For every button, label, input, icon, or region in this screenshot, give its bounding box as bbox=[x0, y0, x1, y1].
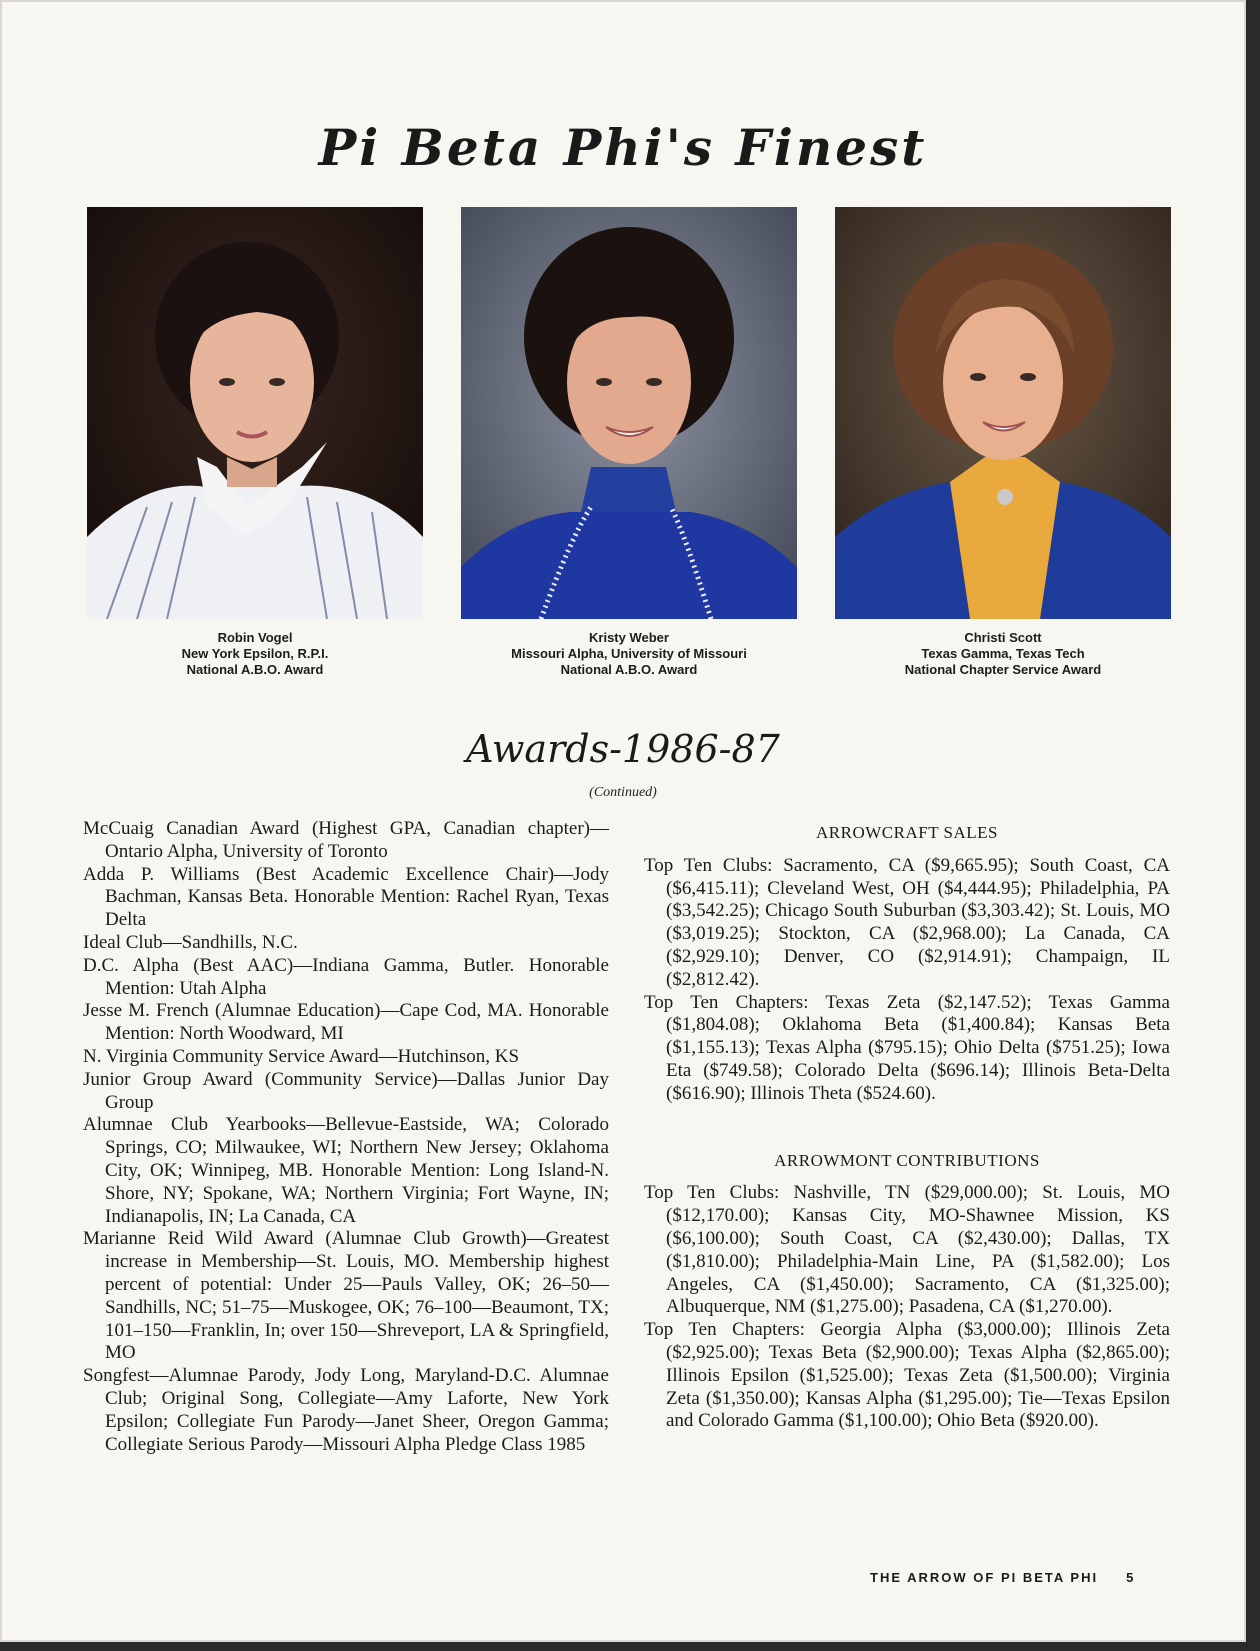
award-entry: Junior Group Award (Community Service)—Dallas Junior Day Group bbox=[83, 1068, 609, 1113]
arrowcraft-heading: ARROWCRAFT SALES bbox=[816, 823, 998, 842]
honoree-chapter: Texas Gamma, Texas Tech bbox=[921, 646, 1085, 661]
honoree-award: National Chapter Service Award bbox=[904, 662, 1102, 677]
awards-heading: Awards-1986-87 bbox=[466, 727, 780, 771]
honoree-caption-kristy-weber bbox=[461, 630, 797, 678]
left-column-awards bbox=[83, 818, 609, 1456]
honoree-photo-robin-vogel bbox=[87, 207, 423, 619]
page-number: 5 bbox=[1126, 1570, 1136, 1585]
honoree-award: National A.B.O. Award bbox=[186, 662, 324, 677]
award-entry: N. Virginia Community Service Award—Hutchinson, KS bbox=[83, 1045, 520, 1067]
award-entry: Jesse M. French (Alumnae Education)—Cape Cod, MA. Honorable Mention: North Woodward, MI bbox=[83, 1000, 609, 1045]
arrowcraft-clubs: Top Ten Clubs: Sacramento, CA ($9,665.95); South Coast, CA ($6,415.11); Cleveland West, OH ($4,444.95); Philadelphia, PA ($3,542.25); Chicago South Suburban ($3,303.42); St. Louis, MO ($3,019.25); Stockton, CA ($2,968.00); La Canada, CA ($2,929.10); Denver, CO ($2,914.91); Champaign, IL ($2,812.42). bbox=[644, 854, 1170, 990]
award-entry: Ideal Club—Sandhills, N.C. bbox=[83, 931, 298, 953]
honoree-award: National A.B.O. Award bbox=[560, 662, 698, 677]
arrowmont-chapters: Top Ten Chapters: Georgia Alpha ($3,000.00); Illinois Zeta ($2,925.00); Texas Beta ($2,900.00); Texas Alpha ($2,865.00); Illinois Epsilon ($1,525.00); Texas Zeta ($1,500.00); Virginia Zeta ($1,350.00); Kansas Alpha ($1,295.00); Tie—Texas Epsilon and Colorado Gamma ($1,100.00); Ohio Beta ($920.00). bbox=[644, 1319, 1170, 1432]
honoree-name: Robin Vogel bbox=[217, 630, 293, 645]
honoree-chapter: New York Epsilon, R.P.I. bbox=[181, 646, 329, 661]
award-entry: McCuaig Canadian Award (Highest GPA, Canadian chapter)—Ontario Alpha, University of Toronto bbox=[83, 818, 609, 862]
honoree-caption-christi-scott bbox=[835, 630, 1171, 678]
arrowmont-heading: ARROWMONT CONTRIBUTIONS bbox=[774, 1150, 1040, 1170]
honoree-name: Christi Scott bbox=[964, 630, 1042, 645]
honoree-name: Kristy Weber bbox=[589, 630, 669, 645]
arrowmont-clubs: Top Ten Clubs: Nashville, TN ($29,000.00); St. Louis, MO ($12,170.00); Kansas City, MO-Shawnee Mission, KS ($6,100.00); South Coast, CA ($2,430.00); Dallas, TX ($1,810.00); Philadelphia-Main Line, PA ($1,582.00); Los Angeles, CA ($1,450.00); Sacramento, CA ($1,325.00); Albuquerque, NM ($1,275.00); Pasadena, CA ($1,270.00). bbox=[644, 1182, 1170, 1318]
award-entry: Adda P. Williams (Best Academic Excellence Chair)—Jody Bachman, Kansas Beta. Honorable Mention: Rachel Ryan, Texas Delta bbox=[83, 863, 609, 931]
award-entry: Marianne Reid Wild Award (Alumnae Club Growth)—Greatest increase in Membership—St. Louis, MO. Membership highest percent of potential: Under 25—Pauls Valley, OK; 26–50—Sandhills, NC; 51–75—Muskogee, OK; 76–100—Beaumont, TX; 101–150—Franklin, In; over 150—Shreveport, LA & Springfield, MO bbox=[83, 1228, 609, 1364]
arrowcraft-chapters: Top Ten Chapters: Texas Zeta ($2,147.52); Texas Gamma ($1,804.08); Oklahoma Beta ($1,400.84); Kansas Beta ($1,155.13); Texas Alpha ($795.15); Ohio Delta ($751.25); Iowa Eta ($749.58); Colorado Delta ($696.14); Illinois Beta-Delta ($616.90); Illinois Theta ($524.60). bbox=[644, 991, 1170, 1104]
award-entry: Alumnae Club Yearbooks—Bellevue-Eastside, WA; Colorado Springs, CO; Milwaukee, WI; Northern New Jersey; Oklahoma City, OK; Winnipeg, MB. Honorable Mention: Long Island-N. Shore, NY; Spokane, WA; Northern Virginia; Fort Wayne, IN; Indianapolis, IN; La Canada, CA bbox=[83, 1114, 609, 1227]
honoree-photo-christi-scott bbox=[835, 207, 1171, 619]
right-column-awards bbox=[644, 822, 1170, 1433]
honoree-caption-robin-vogel bbox=[87, 630, 423, 678]
continued-note: (Continued) bbox=[589, 785, 657, 800]
publication-name: THE ARROW OF PI BETA PHI bbox=[870, 1570, 1099, 1585]
page-footer bbox=[870, 1570, 1135, 1585]
page-title: Pi Beta Phi's Finest bbox=[318, 118, 928, 177]
award-entry: Songfest—Alumnae Parody, Jody Long, Maryland-D.C. Alumnae Club; Original Song, Collegiate—Amy Laforte, New York Epsilon; Collegiate Fun Parody—Janet Sheer, Oregon Gamma; Collegiate Serious Parody—Missouri Alpha Pledge Class 1985 bbox=[83, 1365, 609, 1455]
honoree-photo-kristy-weber bbox=[461, 207, 797, 619]
honoree-chapter: Missouri Alpha, University of Missouri bbox=[511, 646, 747, 661]
award-entry: D.C. Alpha (Best AAC)—Indiana Gamma, Butler. Honorable Mention: Utah Alpha bbox=[83, 954, 609, 999]
